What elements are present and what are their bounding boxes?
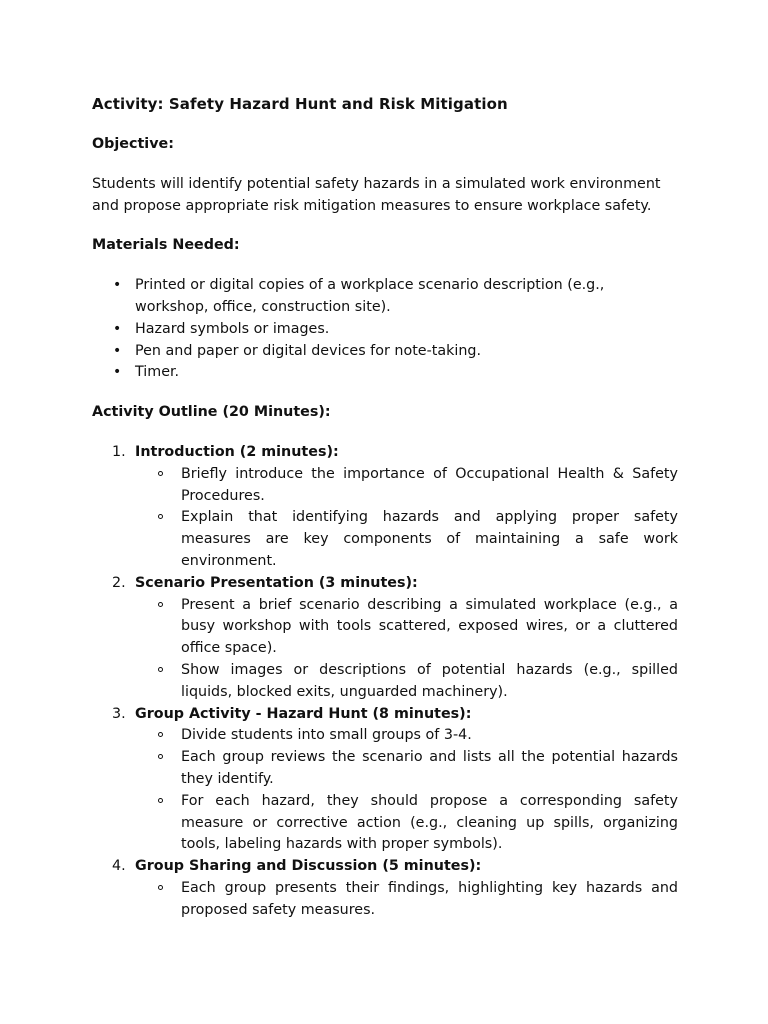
- step-sublist: [135, 595, 678, 704]
- list-item: [135, 791, 678, 856]
- step-item: [92, 704, 678, 857]
- materials-heading: Materials Needed:: [92, 237, 240, 254]
- sub-item-text: For each hazard, they should propose a corresponding safety measure or corrective action (e.g., cleaning up spills, organizing tools, labeling hazards with proper symbols).: [181, 792, 678, 853]
- outline-heading: Activity Outline (20 Minutes):: [92, 404, 331, 421]
- objective-text: Students will identify potential safety hazards in a simulated work environment and propose appropriate risk mitigation measures to ensure workplace safety.: [92, 175, 661, 214]
- sub-item-text: Explain that identifying hazards and applying proper safety measures are key components of maintaining a safe work environment.: [181, 509, 678, 569]
- circle-bullet-icon: [158, 514, 163, 519]
- list-item: [92, 341, 678, 363]
- list-item: [135, 725, 678, 747]
- step-number: 4.: [112, 858, 126, 875]
- sub-item-text: Show images or descriptions of potential hazards (e.g., spilled liquids, blocked exits, unguarded machinery).: [181, 661, 678, 700]
- list-item: [135, 878, 678, 922]
- list-item: [135, 595, 678, 660]
- document-title: Activity: Safety Hazard Hunt and Risk Mitigation: [92, 95, 508, 113]
- list-item: [92, 362, 678, 384]
- material-item-text: Pen and paper or digital devices for note-taking.: [135, 342, 482, 359]
- circle-bullet-icon: [158, 754, 163, 759]
- bullet-icon: •: [113, 277, 122, 294]
- list-item: [92, 275, 678, 319]
- document-page: [92, 93, 678, 922]
- bullet-icon: •: [113, 364, 122, 381]
- list-item: [135, 660, 678, 704]
- list-item: [135, 464, 678, 508]
- step-title: Group Activity - Hazard Hunt (8 minutes):: [135, 705, 472, 722]
- bullet-icon: •: [113, 320, 122, 337]
- circle-bullet-icon: [158, 732, 163, 737]
- step-number: 3.: [112, 705, 126, 722]
- step-title: Introduction (2 minutes):: [135, 443, 339, 460]
- material-item-text: Hazard symbols or images.: [135, 320, 330, 337]
- objective-heading: Objective:: [92, 136, 174, 152]
- sub-item-text: Briefly introduce the importance of Occupational Health & Safety Procedures.: [181, 465, 678, 504]
- step-item: [92, 573, 678, 704]
- list-item: [135, 507, 678, 572]
- circle-bullet-icon: [158, 798, 163, 803]
- circle-bullet-icon: [158, 667, 163, 672]
- material-item-text: Printed or digital copies of a workplace scenario description (e.g., workshop, office, construction site).: [135, 277, 605, 315]
- step-sublist: [135, 725, 678, 856]
- step-sublist: [135, 878, 678, 922]
- step-item: [92, 442, 678, 573]
- step-number: 1.: [112, 443, 126, 460]
- sub-item-text: Each group reviews the scenario and lists all the potential hazards they identify.: [181, 749, 678, 787]
- circle-bullet-icon: [158, 885, 163, 890]
- list-item: [92, 319, 678, 341]
- step-sublist: [135, 464, 678, 573]
- sub-item-text: Divide students into small groups of 3-4.: [181, 727, 472, 744]
- sub-item-text: Present a brief scenario describing a simulated workplace (e.g., a busy workshop with tools scattered, exposed wires, or a cluttered office space).: [181, 596, 678, 657]
- list-item: [135, 747, 678, 791]
- circle-bullet-icon: [158, 602, 163, 607]
- sub-item-text: Each group presents their findings, highlighting key hazards and proposed safety measures.: [181, 879, 678, 918]
- circle-bullet-icon: [158, 471, 163, 476]
- material-item-text: Timer.: [135, 364, 180, 381]
- step-title: Group Sharing and Discussion (5 minutes):: [135, 858, 482, 875]
- bullet-icon: •: [113, 342, 122, 359]
- step-item: [92, 856, 678, 921]
- step-title: Scenario Presentation (3 minutes):: [135, 574, 418, 591]
- materials-list: [92, 275, 678, 384]
- outline-steps: [92, 442, 678, 922]
- step-number: 2.: [112, 574, 126, 591]
